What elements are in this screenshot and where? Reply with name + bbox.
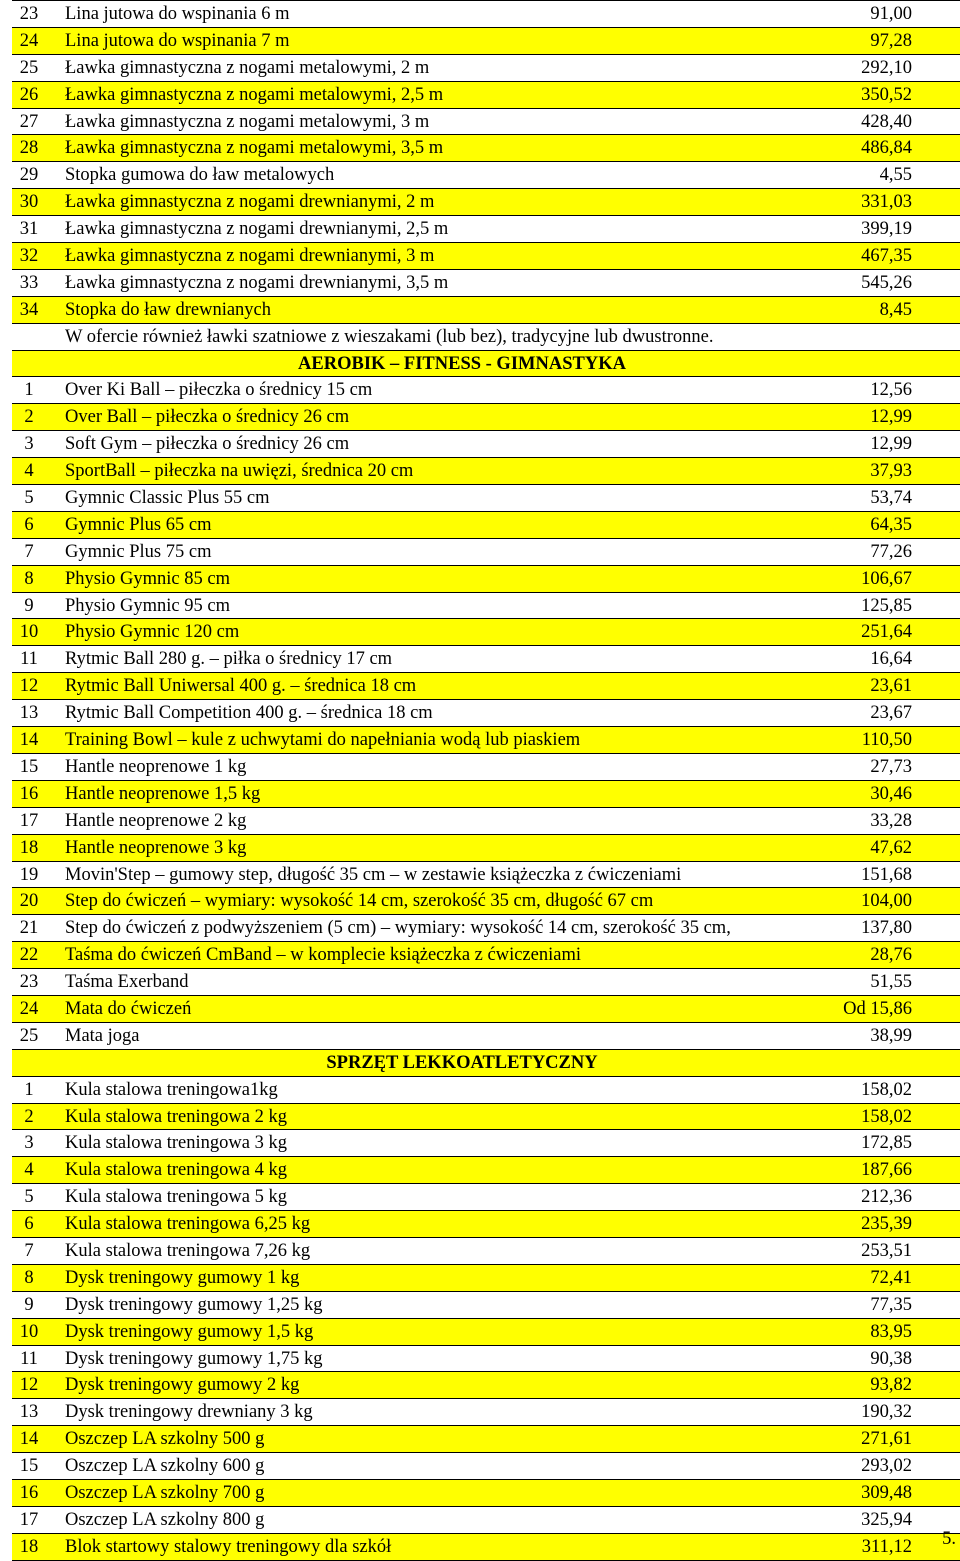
item-name: Kula stalowa treningowa 5 kg	[65, 1187, 287, 1208]
table-row	[12, 458, 960, 485]
item-name: Ławka gimnastyczna z nogami drewnianymi, 3 m	[65, 246, 435, 267]
item-price: 90,38	[870, 1348, 912, 1369]
table-row	[12, 1265, 960, 1292]
item-name: Hantle neoprenowe 1,5 kg	[65, 783, 261, 804]
item-number: 34	[19, 299, 39, 320]
item-price: 106,67	[861, 568, 912, 589]
item-number: 18	[19, 1536, 39, 1557]
item-price: 93,82	[870, 1375, 912, 1396]
item-price: 12,56	[870, 380, 912, 401]
item-price: 158,02	[861, 1079, 912, 1100]
item-number: 23	[19, 972, 39, 993]
item-name: Kula stalowa treningowa 7,26 kg	[65, 1240, 311, 1261]
item-price: 190,32	[861, 1402, 912, 1423]
item-name: Physio Gymnic 95 cm	[65, 595, 230, 616]
item-price: 428,40	[861, 111, 912, 132]
item-name: Ławka gimnastyczna z nogami metalowymi, 3,5 m	[65, 138, 444, 159]
item-price: 27,73	[870, 756, 912, 777]
item-number: 18	[19, 837, 39, 858]
table-row	[12, 915, 960, 942]
item-price: 486,84	[861, 138, 912, 159]
table-row	[12, 1184, 960, 1211]
item-price: 91,00	[870, 4, 912, 24]
table-row	[12, 189, 960, 216]
table-row	[12, 808, 960, 835]
item-number: 5	[24, 488, 34, 509]
table-row	[12, 1372, 960, 1399]
item-name: Dysk treningowy gumowy 1,75 kg	[65, 1348, 323, 1369]
table-row	[12, 673, 960, 700]
item-price: 151,68	[861, 864, 912, 885]
item-number: 5	[24, 1187, 34, 1208]
item-price: 51,55	[870, 972, 912, 993]
item-name: Stopka do ław drewnianych	[65, 299, 272, 320]
item-number: 2	[24, 407, 34, 428]
item-name: Taśma Exerband	[65, 972, 189, 993]
table-row	[12, 1346, 960, 1373]
table-row	[12, 135, 960, 162]
item-price: 8,45	[879, 299, 912, 320]
item-number: 21	[19, 918, 39, 939]
item-name: Soft Gym – piłeczka o średnicy 26 cm	[65, 434, 350, 455]
item-name: Ławka gimnastyczna z nogami drewnianymi, 3,5 m	[65, 272, 449, 293]
item-name: Over Ki Ball – piłeczka o średnicy 15 cm	[65, 380, 373, 401]
item-number: 15	[19, 1456, 39, 1477]
item-name: SportBall – piłeczka na uwięzi, średnica 20 cm	[65, 461, 414, 482]
table-row	[12, 1104, 960, 1131]
item-number: 10	[19, 622, 39, 643]
item-number: 28	[19, 138, 39, 159]
item-price: 53,74	[870, 488, 912, 509]
item-number: 8	[24, 1267, 34, 1288]
table-row	[12, 1023, 960, 1050]
table-row	[12, 485, 960, 512]
item-name: Kula stalowa treningowa 6,25 kg	[65, 1214, 311, 1235]
table-row	[12, 1, 960, 28]
table-row	[12, 835, 960, 862]
item-name: Kula stalowa treningowa 2 kg	[65, 1106, 287, 1127]
note-row	[12, 324, 960, 351]
table-row	[12, 270, 960, 297]
item-name: Dysk treningowy gumowy 1,25 kg	[65, 1294, 323, 1315]
table-row	[12, 216, 960, 243]
item-number: 9	[24, 1294, 34, 1315]
item-name: Gymnic Plus 75 cm	[65, 541, 212, 562]
item-number: 8	[24, 568, 34, 589]
item-price: 77,26	[870, 541, 912, 562]
item-price: 12,99	[870, 407, 912, 428]
item-number: 17	[19, 810, 39, 831]
item-number: 14	[19, 1429, 39, 1450]
item-number: 9	[24, 595, 34, 616]
item-number: 13	[19, 1402, 39, 1423]
item-name: Rytmic Ball Uniwersal 400 g. – średnica 18 cm	[65, 676, 417, 697]
item-number: 7	[24, 1240, 34, 1261]
item-price: 64,35	[870, 514, 912, 535]
item-price: 97,28	[870, 30, 912, 51]
item-number: 4	[24, 461, 34, 482]
item-number: 1	[24, 1079, 34, 1100]
item-price: 16,64	[870, 649, 912, 670]
item-name: Hantle neoprenowe 1 kg	[65, 756, 247, 777]
item-price: 12,99	[870, 434, 912, 455]
item-number: 11	[20, 1348, 38, 1369]
item-name: Rytmic Ball 280 g. – piłka o średnicy 17 cm	[65, 649, 393, 670]
table-row	[12, 1426, 960, 1453]
item-name: Ławka gimnastyczna z nogami drewnianymi, 2,5 m	[65, 219, 449, 240]
table-row	[12, 404, 960, 431]
item-number: 30	[19, 192, 39, 213]
item-price: 331,03	[861, 192, 912, 213]
item-price: 158,02	[861, 1106, 912, 1127]
item-name: Dysk treningowy gumowy 1,5 kg	[65, 1321, 314, 1342]
item-name: Oszczep LA szkolny 600 g	[65, 1456, 265, 1477]
item-name: Training Bowl – kule z uchwytami do napełniania wodą lub piaskiem	[65, 730, 581, 751]
table-row	[12, 1211, 960, 1238]
item-number: 33	[19, 272, 39, 293]
item-name: Blok startowy stalowy treningowy dla szkół	[65, 1536, 392, 1557]
item-name: Dysk treningowy drewniany 3 kg	[65, 1402, 313, 1423]
item-price: 187,66	[861, 1160, 912, 1181]
table-row	[12, 297, 960, 324]
item-price: 38,99	[870, 1025, 912, 1046]
item-name: Lina jutowa do wspinania 6 m	[65, 4, 290, 24]
item-price: 83,95	[870, 1321, 912, 1342]
item-name: Kula stalowa treningowa 4 kg	[65, 1160, 287, 1181]
item-price: 235,39	[861, 1214, 912, 1235]
item-number: 20	[19, 891, 39, 912]
item-name: Gymnic Classic Plus 55 cm	[65, 488, 270, 509]
item-price: 77,35	[870, 1294, 912, 1315]
table-row	[12, 969, 960, 996]
item-name: Taśma do ćwiczeń CmBand – w komplecie książeczka z ćwiczeniami	[65, 945, 581, 966]
item-name: Movin'Step – gumowy step, długość 35 cm – w zestawie książeczka z ćwiczeniami	[65, 864, 682, 885]
table-row	[12, 781, 960, 808]
table-row	[12, 619, 960, 646]
table-row	[12, 646, 960, 673]
item-price: 172,85	[861, 1133, 912, 1154]
item-name: Mata do ćwiczeń	[65, 998, 192, 1019]
item-number: 19	[19, 864, 39, 885]
section-title: AEROBIK – FITNESS - GIMNASTYKA	[298, 353, 626, 374]
table-row	[12, 512, 960, 539]
note-text: W ofercie również ławki szatniowe z wieszakami (lub bez), tradycyjne lub dwustronne.	[65, 326, 714, 347]
table-row	[12, 243, 960, 270]
item-number: 23	[19, 4, 39, 24]
item-number: 17	[19, 1509, 39, 1530]
item-number: 25	[19, 57, 39, 78]
item-name: Stopka gumowa do ław metalowych	[65, 165, 335, 186]
item-name: Step do ćwiczeń – wymiary: wysokość 14 cm, szerokość 35 cm, długość 67 cm	[65, 891, 654, 912]
item-price: 350,52	[861, 84, 912, 105]
item-name: Ławka gimnastyczna z nogami metalowymi, 3 m	[65, 111, 430, 132]
item-price: 30,46	[870, 783, 912, 804]
item-name: Gymnic Plus 65 cm	[65, 514, 212, 535]
item-number: 6	[24, 514, 34, 535]
item-name: Physio Gymnic 85 cm	[65, 568, 230, 589]
item-name: Step do ćwiczeń z podwyższeniem (5 cm) – wymiary: wysokość 14 cm, szerokość 35 cm,	[65, 918, 731, 939]
item-price: 28,76	[870, 945, 912, 966]
table-row	[12, 109, 960, 136]
item-number: 11	[20, 649, 38, 670]
item-number: 1	[24, 380, 34, 401]
table-row	[12, 1292, 960, 1319]
item-number: 16	[19, 783, 39, 804]
item-name: Hantle neoprenowe 3 kg	[65, 837, 247, 858]
item-price: 309,48	[861, 1482, 912, 1503]
item-price: 253,51	[861, 1240, 912, 1261]
item-name: Physio Gymnic 120 cm	[65, 622, 240, 643]
item-name: Oszczep LA szkolny 700 g	[65, 1482, 265, 1503]
table-row	[12, 754, 960, 781]
item-price: 137,80	[861, 918, 912, 939]
item-number: 27	[19, 111, 39, 132]
item-number: 12	[19, 676, 39, 697]
item-price: 251,64	[861, 622, 912, 643]
page-number: 5.	[942, 1529, 956, 1549]
item-name: Oszczep LA szkolny 800 g	[65, 1509, 265, 1530]
item-price: 311,12	[861, 1536, 912, 1557]
item-name: Dysk treningowy gumowy 1 kg	[65, 1267, 300, 1288]
table-row	[12, 566, 960, 593]
item-price: 271,61	[861, 1429, 912, 1450]
table-row	[12, 1077, 960, 1104]
table-row	[12, 1238, 960, 1265]
item-number: 16	[19, 1482, 39, 1503]
table-row	[12, 1130, 960, 1157]
item-number: 32	[19, 246, 39, 267]
item-number: 10	[19, 1321, 39, 1342]
item-price: 545,26	[861, 272, 912, 293]
item-price: 72,41	[870, 1267, 912, 1288]
item-name: Mata joga	[65, 1025, 140, 1046]
table-row	[12, 593, 960, 620]
table-row	[12, 55, 960, 82]
item-number: 7	[24, 541, 34, 562]
item-number: 24	[19, 998, 39, 1019]
table-row	[12, 700, 960, 727]
item-price: 47,62	[870, 837, 912, 858]
table-row	[12, 996, 960, 1023]
item-number: 15	[19, 756, 39, 777]
item-number: 26	[19, 84, 39, 105]
table-row	[12, 1507, 960, 1534]
item-price: 212,36	[861, 1187, 912, 1208]
table-row	[12, 377, 960, 404]
item-name: Over Ball – piłeczka o średnicy 26 cm	[65, 407, 350, 428]
item-number: 2	[24, 1106, 34, 1127]
table-row	[12, 1480, 960, 1507]
table-row	[12, 431, 960, 458]
item-price: 467,35	[861, 246, 912, 267]
table-row	[12, 162, 960, 189]
item-number: 31	[19, 219, 39, 240]
item-price: 292,10	[861, 57, 912, 78]
item-price: 23,61	[870, 676, 912, 697]
table-row	[12, 1453, 960, 1480]
item-name: Ławka gimnastyczna z nogami metalowymi, 2 m	[65, 57, 430, 78]
item-price: 293,02	[861, 1456, 912, 1477]
item-name: Rytmic Ball Competition 400 g. – średnica 18 cm	[65, 703, 433, 724]
table-row	[12, 888, 960, 915]
item-number: 29	[19, 165, 39, 186]
item-price: 325,94	[861, 1509, 912, 1530]
item-name: Kula stalowa treningowa1kg	[65, 1079, 278, 1100]
table-row	[12, 82, 960, 109]
table-row	[12, 727, 960, 754]
table-row	[12, 1319, 960, 1346]
table-row	[12, 1534, 960, 1561]
item-number: 12	[19, 1375, 39, 1396]
item-number: 24	[19, 30, 39, 51]
item-number: 3	[24, 1133, 34, 1154]
item-name: Lina jutowa do wspinania 7 m	[65, 30, 290, 51]
item-number: 3	[24, 434, 34, 455]
section-title: SPRZĘT LEKKOATLETYCZNY	[326, 1052, 598, 1073]
item-name: Dysk treningowy gumowy 2 kg	[65, 1375, 300, 1396]
table-row	[12, 862, 960, 889]
item-price: 4,55	[879, 165, 912, 186]
item-price: Od 15,86	[843, 998, 912, 1019]
item-price: 104,00	[861, 891, 912, 912]
item-price: 399,19	[861, 219, 912, 240]
item-name: Oszczep LA szkolny 500 g	[65, 1429, 265, 1450]
item-price: 37,93	[870, 461, 912, 482]
item-price: 23,67	[870, 703, 912, 724]
item-name: Hantle neoprenowe 2 kg	[65, 810, 247, 831]
table-row	[12, 539, 960, 566]
item-number: 13	[19, 703, 39, 724]
item-number: 4	[24, 1160, 34, 1181]
item-price: 33,28	[870, 810, 912, 831]
table-row	[12, 1399, 960, 1426]
item-name: Ławka gimnastyczna z nogami metalowymi, 2,5 m	[65, 84, 444, 105]
item-price: 125,85	[861, 595, 912, 616]
table-row	[12, 942, 960, 969]
item-number: 6	[24, 1214, 34, 1235]
section-heading-row	[12, 1050, 960, 1077]
item-number: 14	[19, 730, 39, 751]
table-row	[12, 28, 960, 55]
item-name: Ławka gimnastyczna z nogami drewnianymi, 2 m	[65, 192, 435, 213]
item-number: 25	[19, 1025, 39, 1046]
table-row	[12, 1157, 960, 1184]
price-list-table	[12, 0, 960, 1561]
item-name: Kula stalowa treningowa 3 kg	[65, 1133, 287, 1154]
item-number: 22	[19, 945, 39, 966]
section-heading-row	[12, 351, 960, 378]
item-price: 110,50	[861, 730, 912, 751]
